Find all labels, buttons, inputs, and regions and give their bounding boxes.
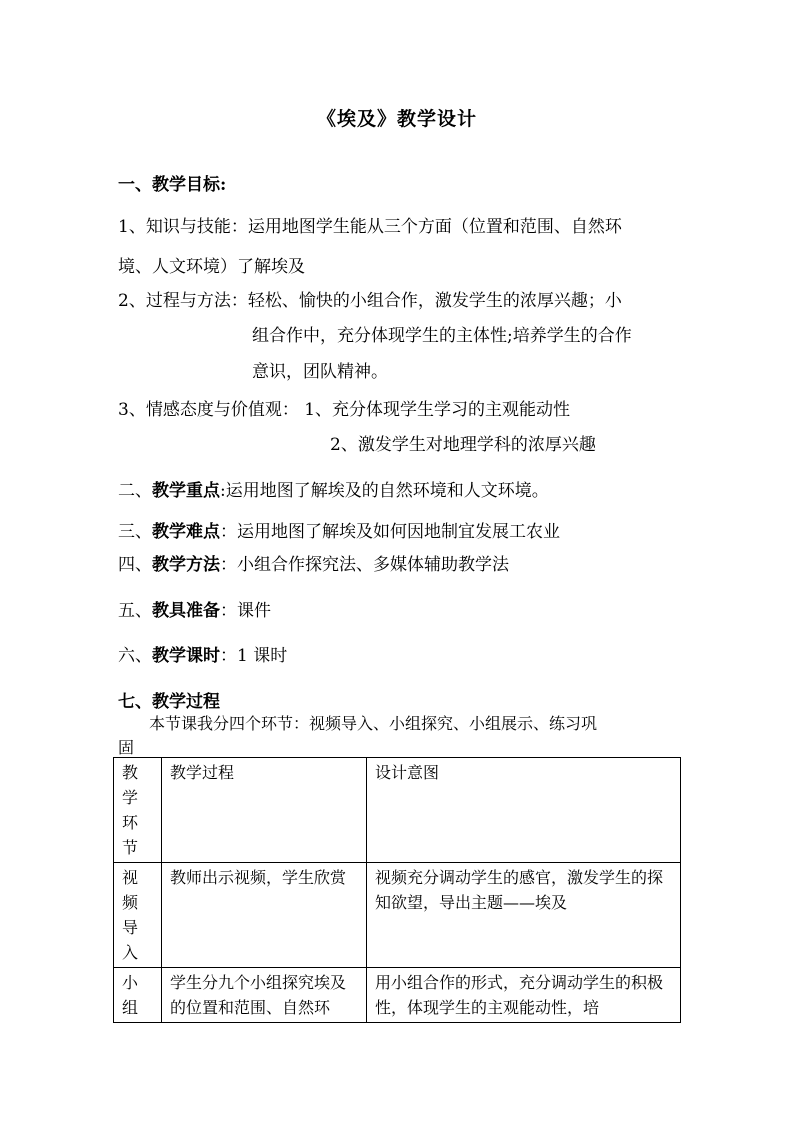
table-cell-stage: 小组 [114, 968, 162, 1023]
process-intro-line-2: 固 [118, 738, 135, 757]
process-intro-line-1: 本节课我分四个环节：视频导入、小组探究、小组展示、练习巩 [149, 714, 598, 733]
section-text: ：小组合作探究法、多媒体辅助教学法 [220, 555, 509, 575]
header-cell-stage: 教学环节 [114, 758, 162, 863]
section-heading: 教学重点 [152, 481, 220, 501]
section-key-points [118, 476, 549, 501]
section-heading-process: 七、教学过程 [118, 692, 220, 712]
goal-2-line-1: 2、过程与方法：轻松、愉快的小组合作，激发学生的浓厚兴趣；小 [118, 291, 622, 311]
header-cell-intent: 设计意图 [367, 758, 681, 863]
goal-1-line-2: 境、人文环境）了解埃及 [118, 257, 305, 277]
section-text: :运用地图了解埃及的自然环境和人文环境。 [220, 481, 549, 501]
teaching-process-table [113, 757, 681, 1023]
section-methods [118, 550, 509, 575]
section-text: ：课件 [220, 601, 271, 621]
table-row [114, 968, 681, 1023]
section-heading: 教学难点 [152, 522, 220, 542]
goal-3-line-1: 3、情感态度与价值观： 1、充分体现学生学习的主观能动性 [118, 400, 571, 420]
table-header-row [114, 758, 681, 863]
goal-3-line-2: 2、激发学生对地理学科的浓厚兴趣 [330, 435, 596, 455]
table-row [114, 863, 681, 968]
section-difficulties [118, 517, 560, 542]
section-label: 五、 [118, 601, 152, 621]
section-label: 三、 [118, 522, 152, 542]
section-label: 四、 [118, 555, 152, 575]
table-cell-process: 教师出示视频，学生欣赏 [162, 863, 367, 968]
section-heading: 教具准备 [152, 601, 220, 621]
section-materials [118, 596, 271, 621]
section-heading: 教学课时 [152, 646, 220, 666]
table-cell-stage: 视频导入 [114, 863, 162, 968]
section-hours [118, 641, 287, 666]
section-text: ：1 课时 [220, 646, 288, 666]
table-cell-intent: 视频充分调动学生的感官，激发学生的探知欲望，导出主题——埃及 [367, 863, 681, 968]
section-heading: 教学方法 [152, 555, 220, 575]
section-label: 六、 [118, 646, 152, 666]
goal-2-line-2: 组合作中，充分体现学生的主体性;培养学生的合作 [252, 326, 632, 346]
document-title: 《埃及》教学设计 [316, 108, 477, 130]
header-cell-process: 教学过程 [162, 758, 367, 863]
table-cell-process: 学生分九个小组探究埃及的位置和范围、自然环 [162, 968, 367, 1023]
section-label: 二、 [118, 481, 152, 501]
section-text: ：运用地图了解埃及如何因地制宜发展工农业 [220, 522, 560, 542]
section-heading-objectives: 一、教学目标: [118, 175, 227, 195]
goal-1-line-1: 1、知识与技能：运用地图学生能从三个方面（位置和范围、自然环 [118, 217, 622, 237]
table-cell-intent: 用小组合作的形式，充分调动学生的积极性，体现学生的主观能动性，培 [367, 968, 681, 1023]
goal-2-line-3: 意识，团队精神。 [252, 362, 388, 382]
